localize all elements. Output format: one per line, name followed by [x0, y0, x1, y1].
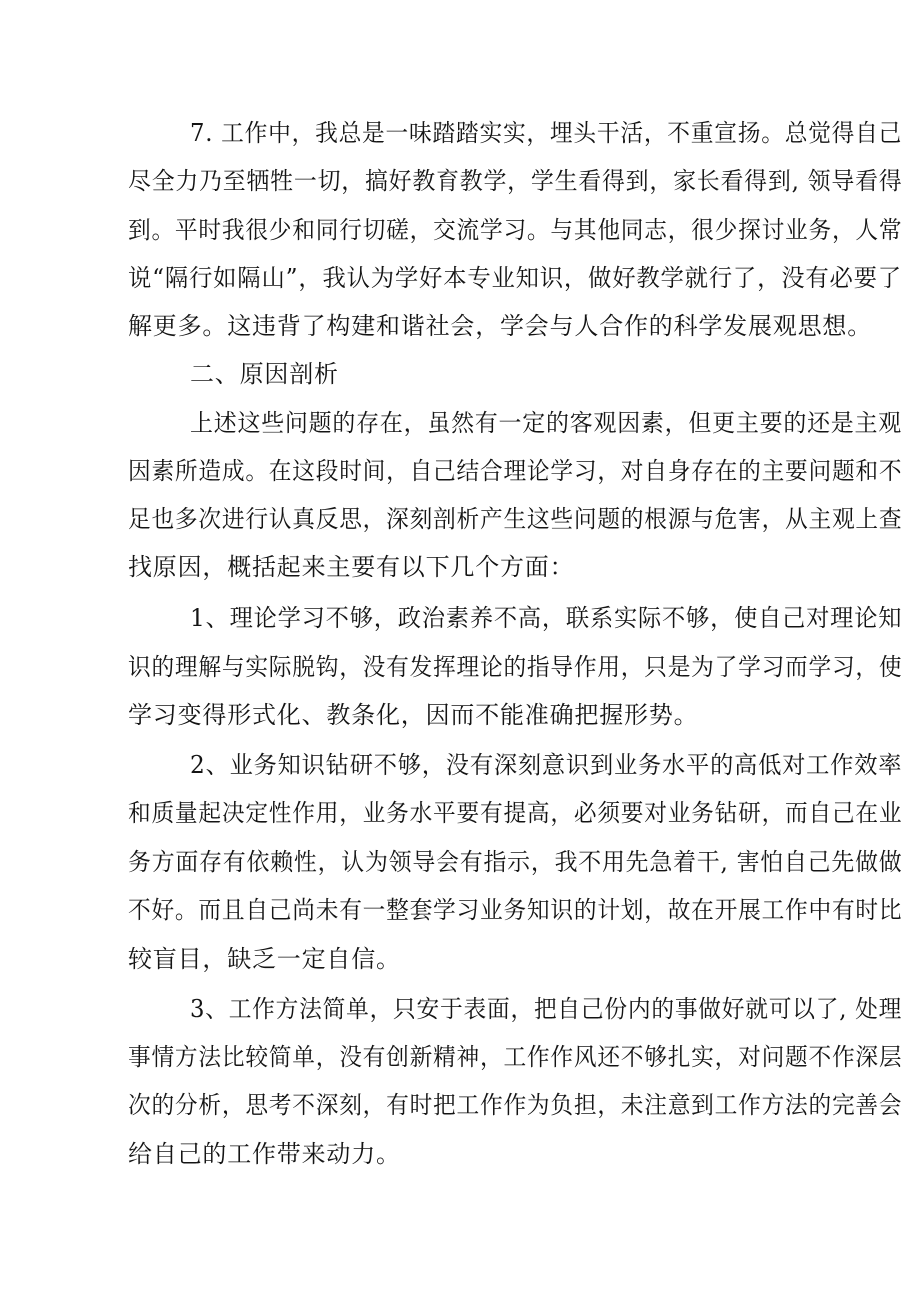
- text-line: 2、业务知识钻研不够，没有深刻意识到业务水平的高低对工作效率: [190, 751, 903, 779]
- text-line: 尽全力乃至牺牲一切，搞好教育教学，学生看得到，家长看得到, 领导看得: [128, 167, 903, 195]
- text-line: 3、工作方法简单，只安于表面，把自己份内的事做好就可以了, 处理: [190, 995, 903, 1023]
- text-line: 找原因，概括起来主要有以下几个方面：: [128, 553, 575, 581]
- text-line: 次的分析，思考不深刻，有时把工作作为负担，未注意到工作方法的完善会: [128, 1091, 903, 1119]
- text-line: 给自己的工作带来动力。: [128, 1140, 401, 1168]
- section-title: 二、原因剖析: [190, 360, 339, 388]
- text-line: 因素所造成。在这段时间，自己结合理论学习，对自身存在的主要问题和不: [128, 457, 903, 485]
- text-line: 解更多。这违背了构建和谐社会，学会与人合作的科学发展观思想。: [128, 312, 872, 340]
- text-line: 事情方法比较简单，没有创新精神，工作作风还不够扎实，对问题不作深层: [128, 1043, 903, 1071]
- text-line: 识的理解与实际脱钩，没有发挥理论的指导作用，只是为了学习而学习，使: [128, 653, 903, 681]
- text-line: 到。平时我很少和同行切磋，交流学习。与其他同志，很少探讨业务，人常: [128, 216, 903, 244]
- text-line: 务方面存有依赖性，认为领导会有指示，我不用先急着干, 害怕自己先做做: [128, 848, 903, 876]
- text-line: 较盲目，缺乏一定自信。: [128, 945, 401, 973]
- text-line: 足也多次进行认真反思，深刻剖析产生这些问题的根源与危害，从主观上查: [128, 505, 903, 533]
- text-line: 1、理论学习不够，政治素养不高，联系实际不够，使自己对理论知: [190, 604, 903, 632]
- text-line: 学习变得形式化、教条化，因而不能准确把握形势。: [128, 701, 699, 729]
- text-line: 7. 工作中，我总是一味踏踏实实，埋头干活，不重宣扬。总觉得自己: [190, 119, 903, 147]
- text-line: 和质量起决定性作用，业务水平要有提高，必须要对业务钻研，而自己在业: [128, 799, 903, 827]
- text-line: 上述这些问题的存在，虽然有一定的客观因素，但更主要的还是主观: [190, 409, 903, 437]
- text-line: 不好。而且自己尚未有一整套学习业务知识的计划，故在开展工作中有时比: [128, 896, 903, 924]
- text-line: 说“隔行如隔山”，我认为学好本专业知识，做好教学就行了，没有必要了: [128, 264, 902, 292]
